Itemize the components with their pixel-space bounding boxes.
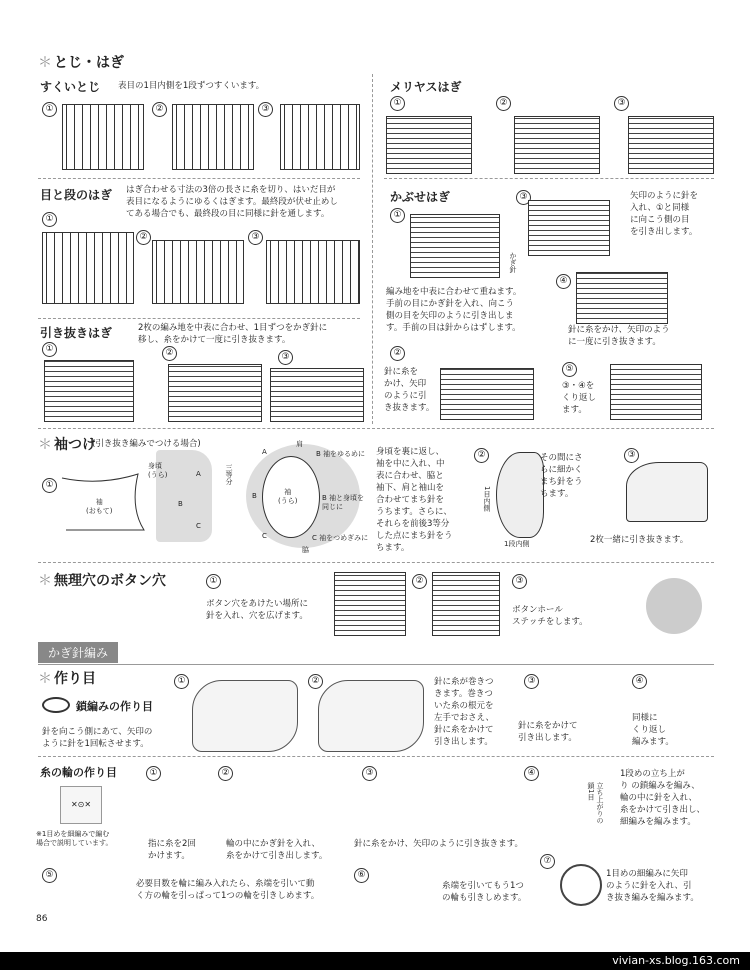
button-desc-1: ボタン穴をあけたい場所に 針を入れ、穴を広げます。 [206, 599, 309, 621]
kabuse-illustration-2 [440, 368, 534, 420]
hikinuki-illustration-2 [168, 364, 262, 422]
hikinuki-title: 引き抜きはぎ [40, 326, 113, 340]
medan-illustration-1 [42, 232, 134, 304]
meriyasu-illustration-1 [386, 116, 472, 174]
ichimenai-label: 1目内側 [483, 486, 491, 512]
meriyasu-step-3: ③ [614, 96, 629, 111]
kusari-step-1: ① [174, 674, 189, 689]
kusari-desc: 針を向こう側にあて、矢印の ように針を1回転させます。 [42, 727, 153, 749]
sukui-desc: 表目の1目内側を1段ずつすくいます。 [118, 81, 265, 91]
kabuse-note-3: 矢印のように針を 入れ、①と同様 に向こう側の目 を引き出します。 [630, 191, 699, 237]
meriyasu-title: メリヤスはぎ [390, 80, 462, 94]
sodetsuke-step-2: ② [474, 448, 489, 463]
tsukurime-title: ＊ 作り目 [38, 671, 96, 687]
waki-label: 脇 [302, 546, 309, 554]
tsumegimi-label: C 袖をつめぎみに [312, 534, 369, 542]
wa-s7: 1目めの細編みに矢印 のように針を入れ、引 き抜き編みを編みます。 [606, 869, 699, 903]
medan-step-3: ③ [248, 230, 263, 245]
wa-step-7: ⑦ [540, 854, 555, 869]
sukui-step-1: ① [42, 102, 57, 117]
letter-a: A [196, 470, 201, 478]
meriyasu-step-2: ② [496, 96, 511, 111]
button-step-1: ① [206, 574, 221, 589]
kabuse-illustration-3 [528, 200, 610, 256]
button-step-2: ② [412, 574, 427, 589]
kabuse-illustration-1 [410, 214, 500, 278]
meriyasu-illustration-3 [628, 116, 714, 174]
wa-step-5: ⑤ [42, 868, 57, 883]
hikinuki-step-2: ② [162, 346, 177, 361]
divider [38, 756, 714, 757]
divider [38, 318, 360, 319]
sodetsuke-desc-2: その間にさ らに細かく まち針をう ちます。 [540, 453, 583, 499]
button-illustration-2 [432, 572, 500, 636]
button-illustration-1 [334, 572, 406, 636]
letter-a2: A [262, 448, 267, 456]
button-desc-2: ボタンホール ステッチをします。 [512, 605, 588, 627]
letter-c: C [196, 522, 201, 530]
sodetsuke-desc-3: 2枚一緒に引き抜きます。 [590, 535, 689, 545]
meriyasu-illustration-2 [514, 116, 600, 174]
hikinuki-step-1: ① [42, 342, 57, 357]
sodetsuke-step-1: ① [42, 478, 57, 493]
wa-s4-label: 立ち上がりの 鎖1目 [587, 782, 604, 824]
kabuse-step-5: ⑤ [562, 362, 577, 377]
chain-symbol-icon [42, 697, 70, 713]
kusari-title: 鎖編みの作り目 [76, 700, 153, 713]
wa-s3: 針に糸をかけ、矢印のように引き抜きます。 [354, 839, 523, 849]
kabuse-note-1: 編み地を中表に合わせて重ねます。 手前の目にかぎ針を入れ、向こう 側の目を矢印のように引き出しま す。手前の目は針からはずします。 [386, 287, 522, 333]
column-divider [372, 74, 373, 424]
onaji-label: B 袖と身頃を 同じに [322, 494, 365, 511]
wa-s1: 指に糸を2回 かけます。 [148, 839, 196, 861]
kusari-illustration-2 [318, 680, 424, 752]
medan-step-1: ① [42, 212, 57, 227]
sodetsuke-step-3: ③ [624, 448, 639, 463]
divider [38, 428, 714, 429]
sukui-illustration-1 [62, 104, 144, 170]
hikinuki-illustration-3 [270, 368, 364, 422]
divider [38, 178, 360, 179]
button-step-3: ③ [512, 574, 527, 589]
buttonhole-stitch-illustration [646, 578, 702, 634]
ring-symbol-icon: ✕⊙✕ [60, 786, 102, 824]
wa-step-4: ④ [524, 766, 539, 781]
wa-illustration-7 [560, 864, 602, 906]
wa-s2: 輪の中にかぎ針を入れ、 糸をかけて引き出します。 [226, 839, 328, 861]
wa-title: 糸の輪の作り目 [40, 766, 117, 779]
kabuse-note-4: 針に糸をかけ、矢印のよう に一度に引き抜きます。 [568, 325, 670, 347]
kabuse-step-1: ① [390, 208, 405, 223]
kabuse-illustration-5 [610, 364, 702, 420]
kata-label: 肩 [296, 440, 303, 448]
sleeve-slipstitch-illustration [626, 462, 708, 522]
letter-b2: B [252, 492, 257, 500]
kusari-note-4: 同様に くり返し 編みます。 [632, 713, 674, 747]
hikinuki-desc: 2枚の編み地を中表に合わせ、1目ずつをかぎ針に 移し、糸をかけて一度に引き抜きます。 [138, 323, 328, 345]
sode-ura-label: 袖 (うら) [278, 488, 298, 505]
medan-title: 目と段のはぎ [40, 188, 113, 202]
sukui-illustration-3 [280, 104, 360, 170]
sanbun-label: 三等分 [225, 464, 233, 485]
kabuse-title: かぶせはぎ [390, 190, 451, 204]
wa-step-6: ⑥ [354, 868, 369, 883]
sodetsuke-sub: (引き抜き編みでつける場合) [92, 439, 201, 449]
sukui-step-2: ② [152, 102, 167, 117]
kusari-note-3: 針に糸をかけて 引き出します。 [518, 721, 578, 743]
kabuse-illustration-4 [576, 272, 668, 324]
sukui-title: すくいとじ [40, 80, 101, 94]
kagibari-band: かぎ針編み [38, 642, 118, 663]
sleeve-pinned-illustration [496, 452, 544, 538]
wa-s6: 糸端を引いてもう1つ の輪も引きしめます。 [442, 881, 527, 903]
medan-step-2: ② [136, 230, 151, 245]
wa-step-2: ② [218, 766, 233, 781]
sodetsuke-desc-1: 身頃を裏に返し、 袖を中に入れ、中 表に合わせ、脇と 袖下、肩と袖山を 合わせてまち針を うちます。さらに、 それらを前後3等分 した点にまち針をう ちます。 [376, 447, 453, 553]
kusari-step-2: ② [308, 674, 323, 689]
kusari-step-3: ③ [524, 674, 539, 689]
letter-c2: C [262, 532, 267, 540]
medan-illustration-2 [152, 240, 244, 304]
wa-s4: 1段めの立ち上が り の鎖編みを編み、 輪の中に針を入れ、 糸をかけて引き出し、 細編みを編みます。 [620, 769, 706, 827]
wa-s5: 必要目数を輪に編み入れたら、糸端を引いて動 く方の輪を引っぱって1つの輪を引きしめます。 [136, 879, 320, 901]
hikinuki-step-3: ③ [278, 350, 293, 365]
kabuse-step-2: ② [390, 346, 405, 361]
kagibari-label: かぎ針 [509, 252, 517, 273]
divider [38, 562, 714, 563]
sukui-step-3: ③ [258, 102, 273, 117]
wa-step-3: ③ [362, 766, 377, 781]
kabuse-note-2: 針に糸を かけ、矢印 のように引 き抜きます。 [384, 367, 435, 413]
yurume-label: B 袖をゆるめに [316, 450, 366, 458]
divider [384, 178, 714, 179]
wa-step-1: ① [146, 766, 161, 781]
divider [38, 664, 714, 665]
medan-illustration-3 [266, 240, 360, 304]
letter-b: B [178, 500, 183, 508]
medan-desc: はぎ合わせる寸法の3倍の長さに糸を切り、はいだ目が 表目になるようにゆるくはぎます。最終段が伏せ止めし てある場合でも、最終段の目に同様に針を通します。 [126, 185, 338, 219]
section-title-toji: ＊ とじ・はぎ [38, 55, 124, 71]
footer-watermark: vivian-xs.blog.163.com [0, 952, 750, 970]
section-title-sodetsuke: ＊ 袖つけ [38, 437, 96, 453]
sode-label: 袖 (おもて) [86, 498, 113, 515]
kusari-note-2: 針に糸が巻きつ きます。巻きつ いた糸の根元を 左手でおさえ、 針に糸をかけて 引き出します。 [434, 677, 495, 747]
wa-note: ※1目めを細編みで編む 場合で説明しています。 [36, 830, 113, 847]
kabuse-note-5: ③・④を くり返し ます。 [562, 381, 597, 415]
kabuse-step-3: ③ [516, 190, 531, 205]
sukui-illustration-2 [172, 104, 254, 170]
migoro-label: 身頃 (うら) [148, 462, 168, 479]
ichidan-label: 1段内側 [504, 540, 530, 548]
section-title-button: ＊ 無理穴のボタン穴 [38, 573, 166, 589]
page-number: 86 [36, 914, 48, 924]
hikinuki-illustration-1 [44, 360, 134, 422]
kusari-step-4: ④ [632, 674, 647, 689]
meriyasu-step-1: ① [390, 96, 405, 111]
kabuse-step-4: ④ [556, 274, 571, 289]
kusari-illustration-1 [192, 680, 298, 752]
